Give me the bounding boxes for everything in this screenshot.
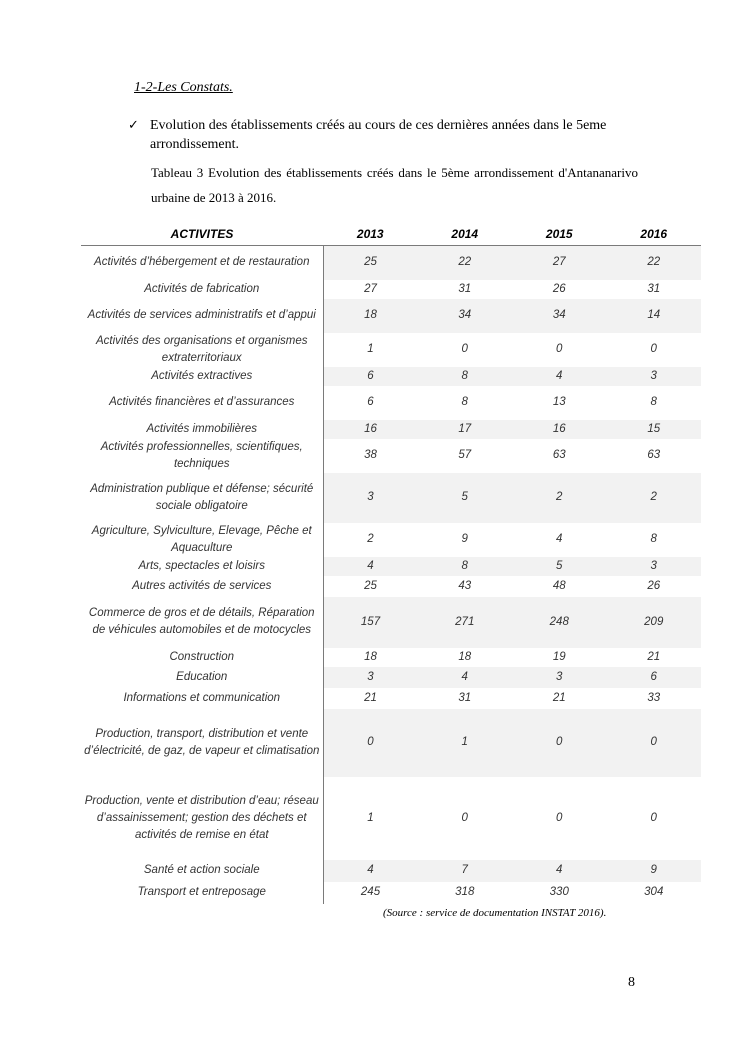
value-cell-2015: 0 (512, 709, 607, 777)
value-cell-2014: 31 (458, 691, 472, 704)
value-cell-2015: 21 (552, 691, 566, 704)
value-cell-2014: 8 (418, 557, 513, 576)
activity-cell: Construction (81, 648, 323, 667)
table-row (81, 777, 701, 860)
value-cell-2016: 26 (647, 579, 661, 592)
establishments-table (81, 222, 701, 904)
activity-cell: Commerce de gros et de détails, Réparation de véhicules automobiles et de motocycles (81, 597, 323, 648)
value-cell-2014: 8 (418, 367, 513, 386)
value-cell-2016: 22 (607, 246, 702, 280)
value-cell-2013: 3 (323, 667, 418, 688)
page-number: 8 (628, 975, 635, 990)
table-row (81, 280, 701, 299)
value-cell-2013: 3 (323, 473, 418, 523)
value-cell-2016: 15 (607, 420, 702, 439)
table-row (81, 667, 701, 688)
value-cell-2015: 4 (556, 533, 563, 545)
table-row (81, 523, 701, 557)
value-cell-2015: 5 (512, 557, 607, 576)
table-row (81, 597, 701, 648)
value-cell-2013: 4 (323, 860, 418, 882)
value-cell-2014: 1 (418, 709, 513, 777)
table-row (81, 473, 701, 523)
value-cell-2016: 0 (607, 709, 702, 777)
value-cell-2014: 34 (418, 299, 513, 333)
value-cell-2014: 22 (418, 246, 513, 280)
header-2015: 2015 (512, 222, 607, 246)
value-cell-2013: 38 (364, 449, 377, 461)
value-cell-2013: 245 (360, 886, 381, 898)
table-caption: Tableau 3 Evolution des établissements créés dans le 5ème arrondissement d'Antananarivo urbaine de 2013 à 2016. (151, 165, 638, 205)
value-cell-2016: 14 (607, 299, 702, 333)
header-2014: 2014 (418, 222, 513, 246)
value-cell-2015: 0 (556, 811, 563, 824)
value-cell-2015: 4 (512, 860, 607, 882)
value-cell-2013: 1 (367, 811, 374, 824)
activity-cell: Production, vente et distribution d’eau; réseau d’assainissement; gestion des déchets et activités de remise en état (81, 777, 323, 860)
activity-cell: Activités financières et d’assurances (81, 386, 323, 420)
value-cell-2016: 6 (607, 667, 702, 688)
table-row (81, 439, 701, 473)
activity-cell: Autres activités de services (81, 576, 323, 597)
activity-cell: Arts, spectacles et loisirs (81, 557, 323, 576)
value-cell-2014: 57 (458, 449, 472, 461)
value-cell-2013: 157 (323, 597, 418, 648)
value-cell-2015: 63 (552, 449, 566, 461)
table-header-row (81, 222, 701, 246)
value-cell-2014: 271 (418, 597, 513, 648)
value-cell-2014: 43 (458, 579, 472, 592)
value-cell-2016: 209 (607, 597, 702, 648)
activity-cell: Activités extractives (81, 367, 323, 386)
value-cell-2013: 6 (323, 367, 418, 386)
value-cell-2014: 31 (458, 282, 472, 295)
table-row (81, 860, 701, 882)
value-cell-2014: 5 (418, 473, 513, 523)
bullet-item (128, 116, 648, 154)
value-cell-2015: 2 (512, 473, 607, 523)
value-cell-2014: 9 (461, 533, 468, 545)
value-cell-2015: 4 (512, 367, 607, 386)
value-cell-2016: 2 (607, 473, 702, 523)
value-cell-2013: 21 (364, 691, 377, 704)
value-cell-2014: 17 (418, 420, 513, 439)
activity-cell: Activités des organisations et organismes extraterritoriaux (81, 333, 323, 367)
value-cell-2013: 27 (364, 282, 377, 295)
source-note: (Source : service de documentation INSTAT 2016). (383, 907, 607, 919)
table-row (81, 709, 701, 777)
value-cell-2014: 8 (461, 396, 468, 408)
value-cell-2015: 248 (512, 597, 607, 648)
activity-cell: Agriculture, Sylviculture, Elevage, Pêche et Aquaculture (81, 523, 323, 557)
value-cell-2015: 26 (552, 282, 566, 295)
header-activites: ACTIVITES (81, 222, 323, 246)
value-cell-2016: 33 (647, 691, 661, 704)
value-cell-2015: 19 (552, 650, 566, 663)
activity-cell: Production, transport, distribution et vente d’électricité, de gaz, de vapeur et climatisation (81, 709, 323, 777)
value-cell-2013: 18 (364, 650, 377, 663)
activity-cell: Activités de fabrication (81, 280, 323, 299)
activity-cell: Santé et action sociale (81, 860, 323, 882)
value-cell-2013: 6 (367, 396, 374, 408)
activity-cell: Activités immobilières (81, 420, 323, 439)
check-icon: ✓ (128, 118, 139, 133)
activity-cell: Transport et entreposage (81, 882, 323, 904)
value-cell-2015: 48 (552, 579, 566, 592)
activity-cell: Activités d’hébergement et de restauration (81, 246, 323, 280)
value-cell-2016: 0 (650, 343, 657, 355)
header-2013: 2013 (323, 222, 418, 246)
value-cell-2016: 31 (647, 282, 661, 295)
value-cell-2013: 16 (323, 420, 418, 439)
activity-cell: Activités de services administratifs et d’appui (81, 299, 323, 333)
value-cell-2013: 0 (323, 709, 418, 777)
table-row (81, 882, 701, 904)
value-cell-2014: 18 (458, 650, 472, 663)
section-title: 1-2-Les Constats. (134, 80, 233, 95)
value-cell-2014: 0 (461, 811, 468, 824)
table-row (81, 333, 701, 367)
value-cell-2013: 4 (323, 557, 418, 576)
activity-cell: Informations et communication (81, 688, 323, 709)
value-cell-2016: 8 (650, 396, 657, 408)
table-row (81, 386, 701, 420)
table-row (81, 576, 701, 597)
activity-cell: Education (81, 667, 323, 688)
value-cell-2016: 3 (607, 557, 702, 576)
value-cell-2014: 7 (418, 860, 513, 882)
value-cell-2015: 34 (512, 299, 607, 333)
table-row (81, 367, 701, 386)
table-row (81, 648, 701, 667)
value-cell-2016: 0 (650, 811, 657, 824)
value-cell-2015: 3 (512, 667, 607, 688)
table-row (81, 299, 701, 333)
value-cell-2014: 0 (461, 343, 468, 355)
value-cell-2016: 9 (607, 860, 702, 882)
value-cell-2015: 16 (512, 420, 607, 439)
value-cell-2016: 63 (647, 449, 661, 461)
value-cell-2014: 318 (455, 886, 475, 898)
value-cell-2013: 1 (367, 343, 374, 355)
table-row (81, 557, 701, 576)
value-cell-2015: 27 (512, 246, 607, 280)
value-cell-2013: 18 (323, 299, 418, 333)
bullet-text: Evolution des établissements créés au cours de ces dernières années dans le 5eme arrondissement. (150, 118, 607, 152)
value-cell-2016: 8 (650, 533, 657, 545)
activity-cell: Administration publique et défense; sécurité sociale obligatoire (81, 473, 323, 523)
value-cell-2013: 25 (364, 579, 377, 592)
value-cell-2016: 3 (607, 367, 702, 386)
value-cell-2014: 4 (418, 667, 513, 688)
value-cell-2016: 21 (647, 650, 661, 663)
value-cell-2013: 25 (323, 246, 418, 280)
value-cell-2013: 2 (367, 533, 374, 545)
activity-cell: Activités professionnelles, scientifiques, techniques (81, 439, 323, 473)
header-2016: 2016 (607, 222, 702, 246)
value-cell-2015: 330 (549, 886, 569, 898)
value-cell-2015: 0 (556, 343, 563, 355)
table-row (81, 688, 701, 709)
table-row (81, 246, 701, 280)
table-row (81, 420, 701, 439)
value-cell-2016: 304 (644, 886, 664, 898)
value-cell-2015: 13 (552, 396, 566, 408)
